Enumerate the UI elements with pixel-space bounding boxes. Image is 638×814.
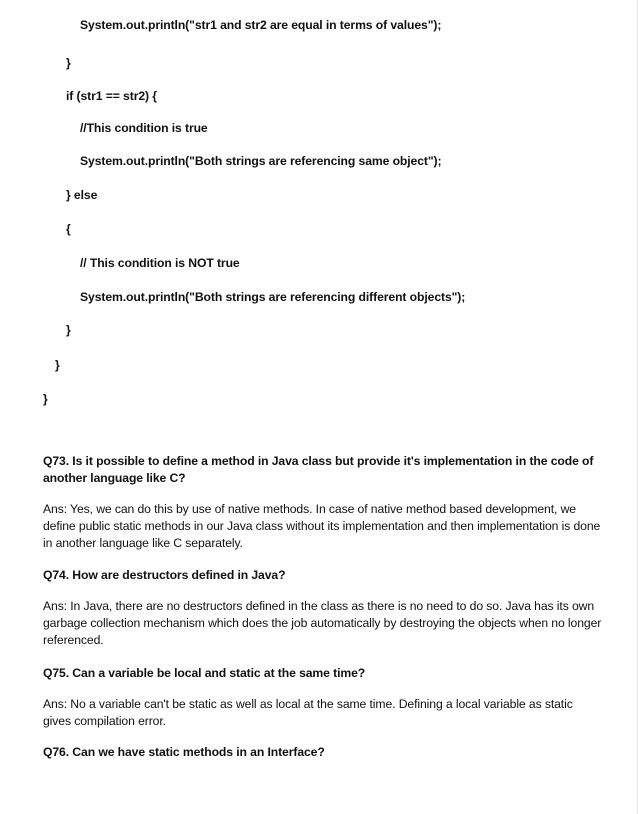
code-line: System.out.println("str1 and str2 are equal in terms of values"); — [80, 18, 442, 32]
question-heading: Q74. How are destructors defined in Java? — [43, 568, 286, 582]
code-line: System.out.println("Both strings are referencing different objects"); — [80, 290, 466, 304]
answer-text: Ans: In Java, there are no destructors defined in the class as there is no need to do so. Java has its own garbage collection mechanism which does the job automatically by destroying the objects when no longer referenced. — [43, 599, 602, 647]
code-line: if (str1 == str2) { — [66, 89, 157, 103]
code-comment: //This condition is true — [80, 121, 208, 135]
code-line: } — [55, 358, 60, 372]
question-heading: Q76. Can we have static methods in an Interface? — [43, 745, 325, 759]
question-heading: Q73. Is it possible to define a method in Java class but provide it's implementation in the code of another language like C? — [43, 454, 594, 485]
code-comment: // This condition is NOT true — [80, 256, 240, 270]
code-line: } — [66, 323, 71, 337]
question-heading: Q75. Can a variable be local and static at the same time? — [43, 666, 366, 680]
code-line: } — [43, 392, 48, 406]
code-line: } else — [66, 188, 98, 202]
answer-text: Ans: No a variable can't be static as well as local at the same time. Defining a local variable as static gives compilation error. — [43, 697, 573, 728]
answer-text: Ans: Yes, we can do this by use of native methods. In case of native method based development, we define public static methods in our Java class without its implementation and then implementation is done in another language like C separately. — [43, 502, 601, 550]
code-line: System.out.println("Both strings are referencing same object"); — [80, 154, 442, 168]
code-line: { — [66, 222, 71, 236]
code-line: } — [66, 56, 71, 70]
